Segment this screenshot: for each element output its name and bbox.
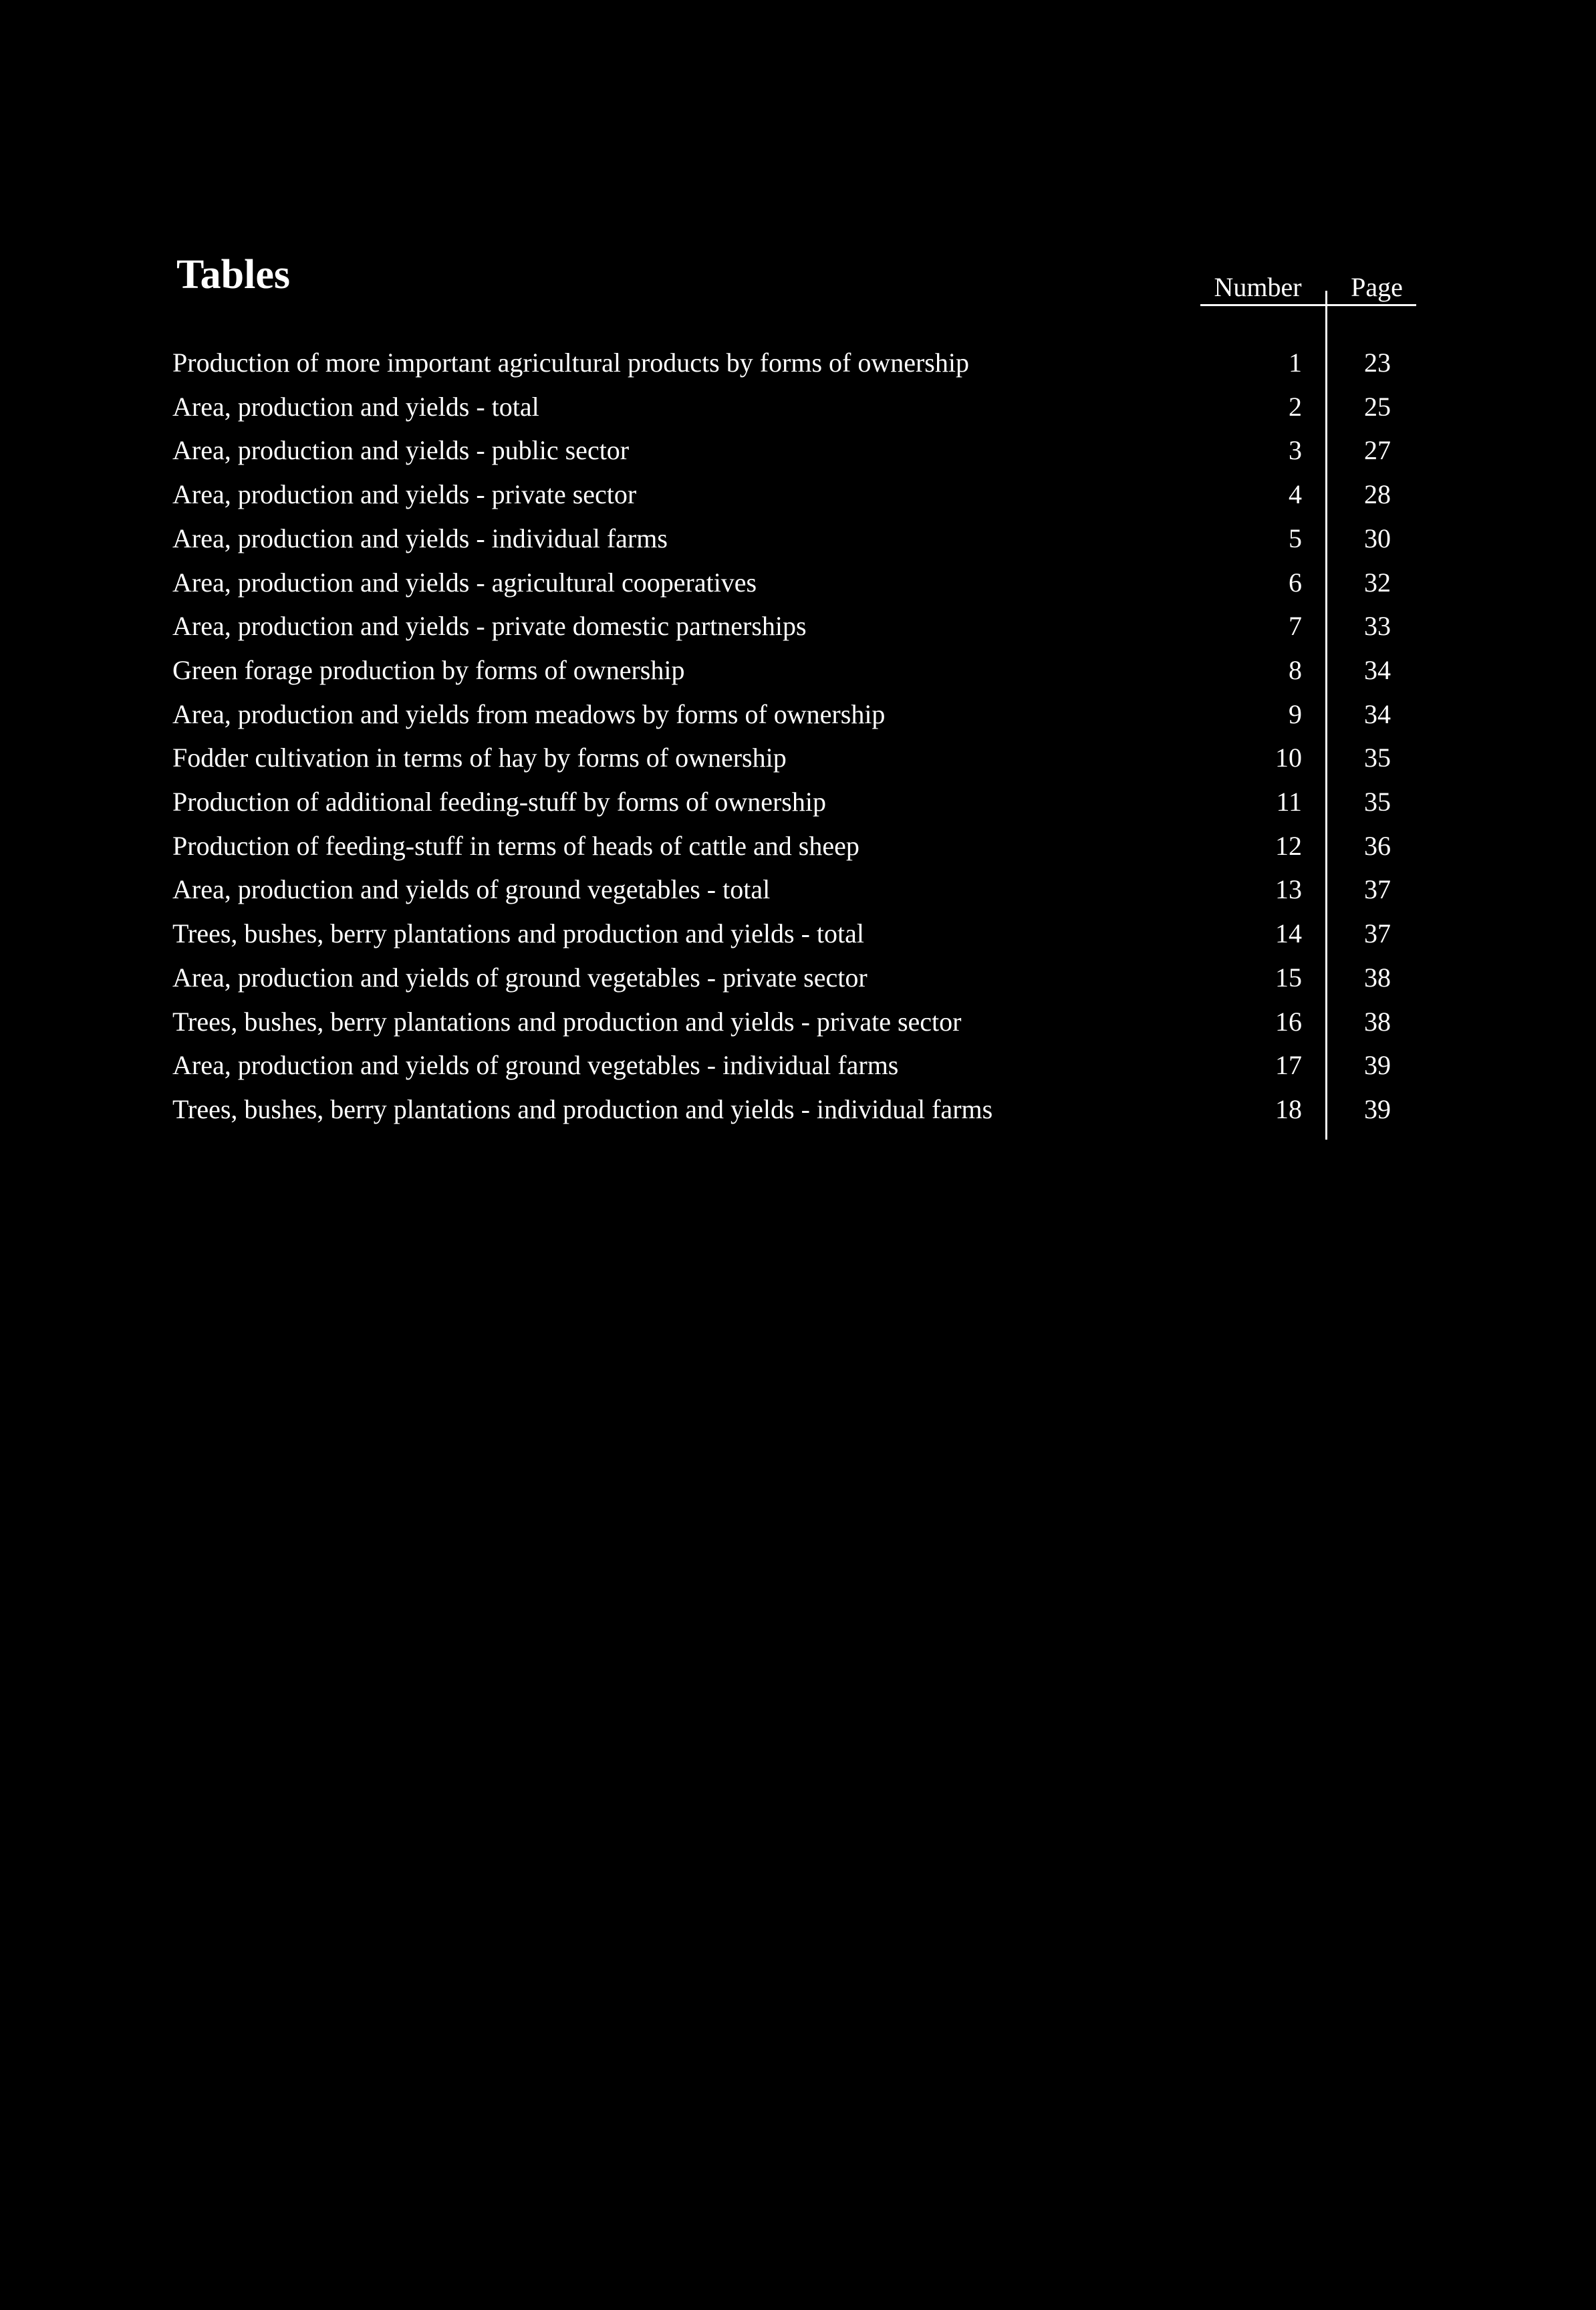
- row-title: Fodder cultivation in terms of hay by forms of ownership: [172, 743, 787, 773]
- table-row: [0, 1000, 1596, 1044]
- table-row: [0, 868, 1596, 912]
- row-page: 36: [1364, 830, 1391, 861]
- row-page: 32: [1364, 567, 1391, 598]
- row-page: 37: [1364, 918, 1391, 949]
- table-row: [0, 385, 1596, 429]
- row-title: Area, production and yields from meadows by forms of ownership: [172, 698, 886, 729]
- row-title: Area, production and yields - total: [172, 391, 539, 422]
- row-title: Trees, bushes, berry plantations and production and yields - total: [172, 918, 864, 949]
- row-title: Area, production and yields - private sector: [172, 479, 637, 510]
- row-title: Area, production and yields - private domestic partnerships: [172, 611, 807, 642]
- table-row: [0, 561, 1596, 605]
- row-page: 39: [1364, 1050, 1391, 1081]
- row-number: 10: [1275, 743, 1302, 773]
- row-page: 34: [1364, 654, 1391, 685]
- row-number: 6: [1289, 567, 1302, 598]
- row-number: 15: [1275, 962, 1302, 993]
- table-row: [0, 912, 1596, 956]
- row-number: 18: [1275, 1094, 1302, 1124]
- row-number: 17: [1275, 1050, 1302, 1081]
- row-title: Production of more important agricultural products by forms of ownership: [172, 348, 969, 378]
- row-title: Area, production and yields - agricultural cooperatives: [172, 567, 757, 598]
- row-page: 38: [1364, 1006, 1391, 1037]
- row-page: 25: [1364, 391, 1391, 422]
- table-row: [0, 648, 1596, 692]
- page-title: Tables: [176, 252, 291, 297]
- row-title: Trees, bushes, berry plantations and production and yields - private sector: [172, 1006, 962, 1037]
- row-title: Green forage production by forms of ownership: [172, 654, 685, 685]
- row-number: 2: [1289, 391, 1302, 422]
- table-row: [0, 1087, 1596, 1132]
- row-title: Area, production and yields of ground vegetables - total: [172, 874, 771, 905]
- row-title: Area, production and yields - public sector: [172, 435, 630, 466]
- table-row: [0, 780, 1596, 824]
- table-row: [0, 341, 1596, 385]
- table-row: [0, 692, 1596, 737]
- row-page: 30: [1364, 523, 1391, 553]
- row-page: 27: [1364, 435, 1391, 466]
- row-number: 11: [1276, 787, 1302, 817]
- row-title: Area, production and yields - individual farms: [172, 523, 668, 553]
- row-number: 3: [1289, 435, 1302, 466]
- row-number: 5: [1289, 523, 1302, 553]
- table-row: [0, 736, 1596, 780]
- row-title: Trees, bushes, berry plantations and production and yields - individual farms: [172, 1094, 993, 1124]
- column-header-page: Page: [1351, 272, 1403, 302]
- row-page: 33: [1364, 611, 1391, 642]
- row-page: 37: [1364, 874, 1391, 905]
- row-number: 13: [1275, 874, 1302, 905]
- table-row: [0, 428, 1596, 473]
- row-number: 7: [1289, 611, 1302, 642]
- row-title: Production of additional feeding-stuff by forms of ownership: [172, 787, 826, 817]
- row-number: 4: [1289, 479, 1302, 510]
- row-number: 12: [1275, 830, 1302, 861]
- row-number: 9: [1289, 698, 1302, 729]
- table-row: [0, 956, 1596, 1000]
- table-row: [0, 604, 1596, 648]
- row-number: 16: [1275, 1006, 1302, 1037]
- row-number: 8: [1289, 654, 1302, 685]
- row-page: 23: [1364, 348, 1391, 378]
- row-page: 38: [1364, 962, 1391, 993]
- row-title: Area, production and yields of ground vegetables - private sector: [172, 962, 868, 993]
- column-header-number: Number: [1214, 272, 1302, 302]
- row-number: 14: [1275, 918, 1302, 949]
- row-page: 34: [1364, 698, 1391, 729]
- table-row: [0, 473, 1596, 517]
- table-row: [0, 1043, 1596, 1087]
- row-page: 28: [1364, 479, 1391, 510]
- row-page: 35: [1364, 743, 1391, 773]
- header-rule: [1200, 304, 1416, 306]
- row-page: 39: [1364, 1094, 1391, 1124]
- table-row: [0, 824, 1596, 868]
- row-page: 35: [1364, 787, 1391, 817]
- table-row: [0, 517, 1596, 561]
- row-title: Area, production and yields of ground vegetables - individual farms: [172, 1050, 899, 1081]
- row-title: Production of feeding-stuff in terms of heads of cattle and sheep: [172, 830, 859, 861]
- row-number: 1: [1289, 348, 1302, 378]
